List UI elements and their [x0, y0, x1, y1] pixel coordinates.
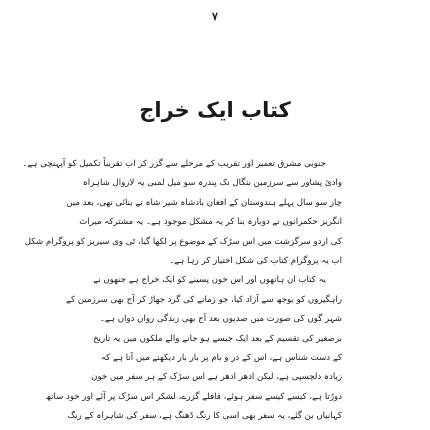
paragraph-line: کی اردو سرگزشت میں اس سڑک کے موضوع پر لکھا گیا، ٹی وی سیریز کو پروگرام شکل	[24, 236, 342, 247]
body-text	[22, 155, 342, 426]
chapter-title: کتاب ایک خراج	[139, 98, 291, 122]
paragraph-line: انگریز حکمرانوں نے دوبارہ بنا کر یہ مشکل موجود ہے۔ یہ مشترکہ میراث	[79, 217, 342, 228]
paragraph-line: برصغیر کی تقسیم کے بعد ایک جیسے ہو جانے والے ملکوں میں یہ تاریخ	[93, 333, 342, 344]
paragraph-line: وادئ پشاور سے سرزمین بنگال تک پندرہ سو میل لمبی یہ لازوال شاہراہ	[82, 178, 342, 189]
paragraph-line: راہگیروں کو بوجھ سے آزاد کیا، جو زمانے کی گرد جھاڑ کر آج بھی سرزمین کے	[65, 294, 342, 305]
paragraph-line: دوڑتا ہے، کیسے کیسے سفر ہوئے، قافلے گزرے، لشکر اس سڑک پر آئے اور خود ساتھ	[45, 391, 342, 402]
paragraph-line: شہر گوں کی صورت میں صدیوں بعد آج بھی زندگی رواں دواں ہے۔	[99, 314, 342, 325]
paragraph-line: یہ کتاب ان ہاتھوں اور اس خون پسینے کو ایک خراج ہے جنھوں نے	[93, 275, 326, 286]
paragraph-line: جنوبی مشرق تعمیر اور تقریب کے مرحلے سے گزر کر اب تقریباً تکمیل کو آپہنچی ہے۔	[22, 159, 326, 169]
paragraph-line: زیادہ دلچسپی ہے، لیکن ادھر ادھر ہے اس سڑک کے ہر سفر میں خون	[91, 372, 342, 383]
paragraph-line: کہانیاں بن گئے، یہ سفر بھی اسی کا رنگ ڈھنگ ہے، سفر کی شاہراہ کے رنگ	[67, 411, 342, 422]
paragraph-line: کے دست شناس ہے، اس کے در و بام پر بار بار دیکھنے میں آتا ہے کہ	[101, 352, 342, 363]
paragraph-line: اب یہ پروگرام کتاب کی شکل اختیار کر رہا ہے۔	[169, 255, 342, 266]
page-number: ۷	[212, 10, 218, 23]
paragraph-line: چار سو سال پہلے ہندوستان کے افغان بادشاہ شیر شاہ نے بنائی تھی، بعد میں	[66, 197, 342, 208]
